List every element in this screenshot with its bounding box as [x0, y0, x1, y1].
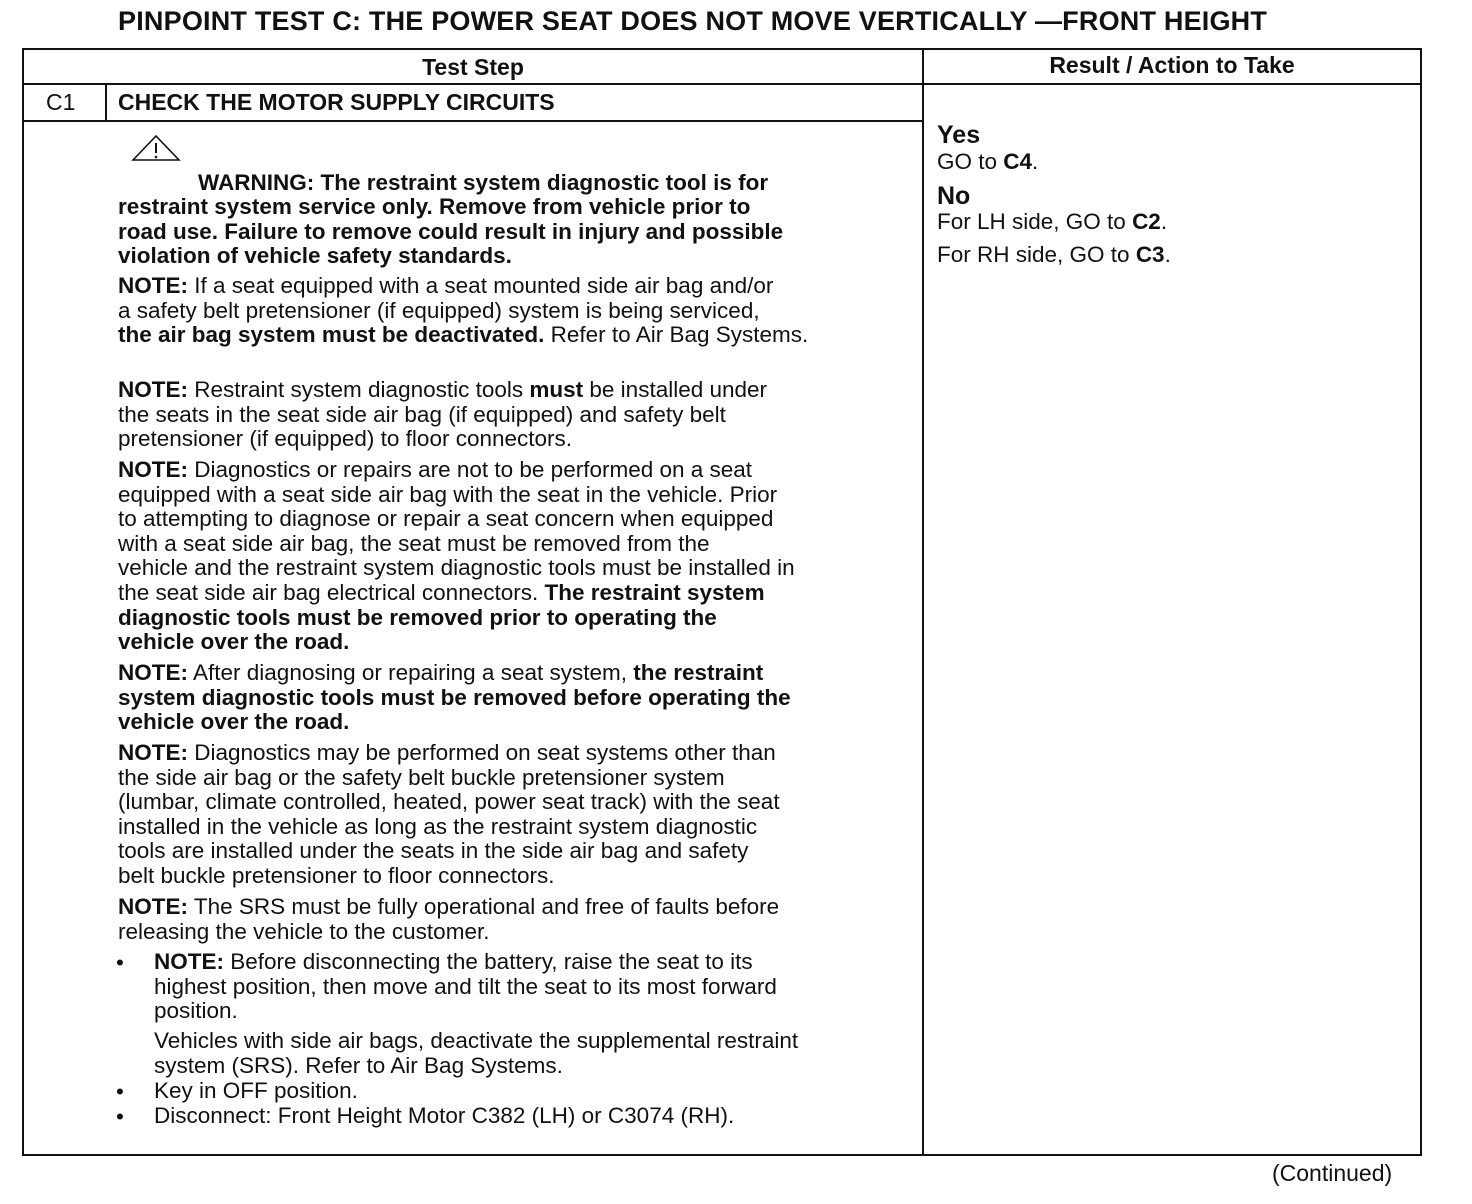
result-yes-action: GO to C4. [937, 149, 1039, 174]
page-title: PINPOINT TEST C: THE POWER SEAT DOES NOT MOVE VERTICALLY —FRONT HEIGHT [118, 6, 1268, 36]
note-srs-operational: NOTE: The SRS must be fully operational and free of faults before releasing the vehicle to the customer. [118, 894, 780, 944]
step-row-divider [22, 120, 922, 122]
header-divider [22, 83, 1422, 85]
warning-text: The restraint system diagnostic tool is for restraint system service only. Remove from vehicle prior to road use. Failure to remove could result in injury and possible violation of vehicle safety standards. [118, 169, 784, 269]
link-c3[interactable]: C3 [1135, 242, 1165, 267]
note-side-airbag: NOTE: If a seat equipped with a seat mounted side air bag and/or a safety belt pretensioner (if equipped) system is being serviced, the air bag system must be deactivated. Refer to Air Bag Systems. [118, 273, 809, 348]
bullet-battery-subtext: Vehicles with side air bags, deactivate the supplemental restraint system (SRS). Refer to Air Bag Systems. [154, 1028, 799, 1078]
bullet-disconnect: Disconnect: Front Height Motor C382 (LH) or C3074 (RH). [154, 1103, 735, 1128]
note-diagnostic-tools: NOTE: Restraint system diagnostic tools must be installed under the seats in the seat side air bag (if equipped) and safety belt pretensioner (if equipped) to floor connectors. [118, 377, 768, 452]
link-c4[interactable]: C4 [1003, 149, 1033, 174]
continued-label: (Continued) [1272, 1160, 1393, 1186]
header-test-step: Test Step [422, 54, 524, 80]
note-after-diagnosing: NOTE: After diagnosing or repairing a seat system, the restraint system diagnostic tools must be removed before operating the vehicle over the road. [118, 660, 791, 735]
bullet-battery-note: NOTE: Before disconnecting the battery, raise the seat to its highest position, then move and tilt the seat to its most forward position. [154, 949, 777, 1024]
bullet-key-off: Key in OFF position. [154, 1078, 358, 1103]
bullet-marker: • [116, 950, 124, 975]
header-result-action: Result / Action to Take [1049, 52, 1295, 78]
bullet-marker: • [116, 1079, 124, 1104]
note-other-seat-systems: NOTE: Diagnostics may be performed on seat systems other than the side air bag or the safety belt buckle pretensioner system (lumbar, climate controlled, heated, power seat track) with the seat installed in the vehicle as long as the restraint system diagnostic tools are installed under the seats in the side air bag and safety belt buckle pretensioner to floor connectors. [118, 740, 780, 888]
step-id-divider [105, 84, 107, 121]
warning-label: WARNING: [198, 169, 315, 195]
step-title: CHECK THE MOTOR SUPPLY CIRCUITS [118, 89, 555, 115]
result-no-lh-action: For LH side, GO to C2. [937, 209, 1168, 234]
result-no-label: No [937, 182, 971, 210]
step-id: C1 [46, 89, 76, 115]
bullet-marker: • [116, 1104, 124, 1129]
column-divider [922, 48, 924, 1156]
result-no-rh-action: For RH side, GO to C3. [937, 242, 1171, 267]
result-yes-label: Yes [937, 121, 981, 149]
link-c2[interactable]: C2 [1132, 209, 1161, 234]
note-repairs-in-vehicle: NOTE: Diagnostics or repairs are not to be performed on a seat equipped with a seat side air bag with the seat in the vehicle. Prior to attempting to diagnose or repair a seat concern when equipped with a seat side air bag, the seat must be removed from the vehicle and the restraint system diagnostic tools must be installed in the seat side air bag electrical connectors. The restraint system diagnostic tools must be removed prior to operating the vehicle over the road. [118, 457, 795, 655]
warning-block [118, 146, 918, 269]
